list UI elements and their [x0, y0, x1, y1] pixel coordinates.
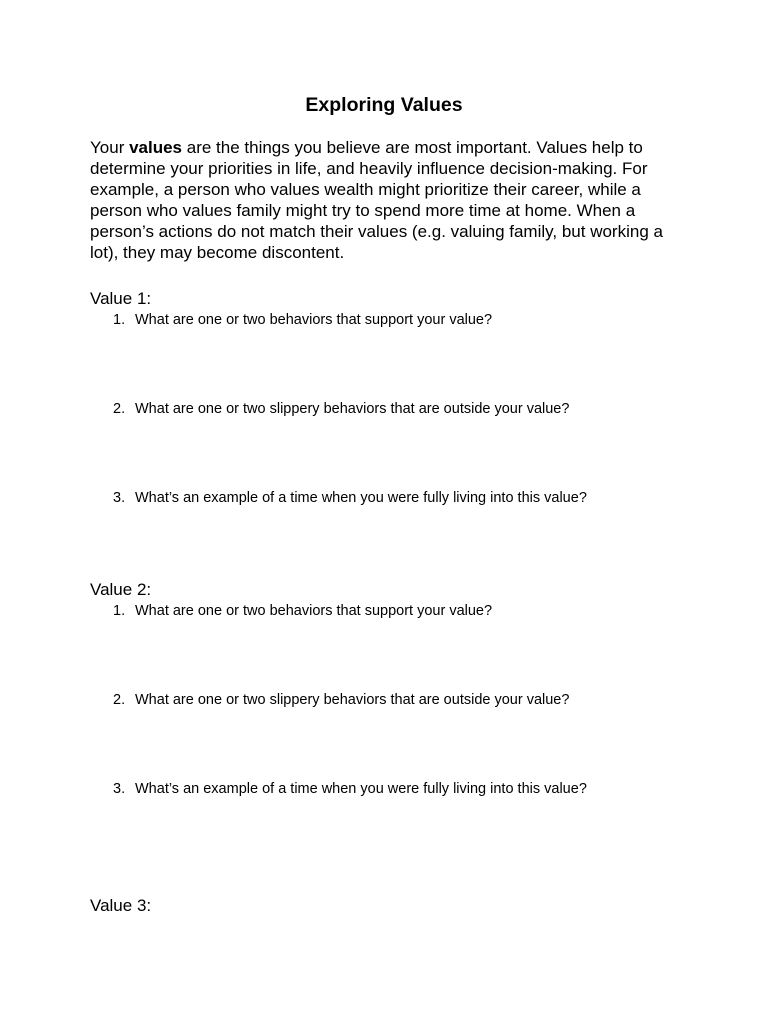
question-number: 2. — [113, 401, 126, 417]
question-number: 1. — [113, 312, 126, 328]
intro-prefix: Your — [90, 138, 130, 157]
value-3-heading: Value 3: — [90, 896, 152, 915]
question-text: What’s an example of a time when you were fully living into this value? — [135, 781, 587, 797]
value-2-question-2 — [113, 691, 569, 709]
question-number: 3. — [113, 781, 126, 797]
question-number: 2. — [113, 692, 126, 708]
question-text: What’s an example of a time when you were fully living into this value? — [135, 490, 587, 506]
question-text: What are one or two behaviors that support your value? — [135, 603, 493, 619]
value-1-heading: Value 1: — [90, 289, 152, 308]
value-2-heading: Value 2: — [90, 580, 152, 599]
question-number: 1. — [113, 603, 126, 619]
page-title: Exploring Values — [305, 94, 463, 116]
question-number: 3. — [113, 490, 126, 506]
value-1-question-1 — [113, 311, 492, 329]
value-2-question-3 — [113, 780, 587, 798]
value-2-question-1 — [113, 602, 492, 620]
value-1-question-2 — [113, 400, 569, 418]
question-text: What are one or two slippery behaviors that are outside your value? — [135, 692, 570, 708]
intro-paragraph — [90, 137, 680, 263]
question-text: What are one or two slippery behaviors that are outside your value? — [135, 401, 570, 417]
question-text: What are one or two behaviors that support your value? — [135, 312, 493, 328]
intro-rest: are the things you believe are most important. Values help to determine your priorities in life, and heavily influence decision-making. For example, a person who values wealth might prioritize their career, while a person who values family might try to spend more time at home. When a person’s actions do not match their values (e.g. valuing family, but working a lot), they may become discontent. — [90, 138, 663, 262]
value-1-question-3 — [113, 489, 587, 507]
intro-bold-word: values — [129, 138, 183, 157]
